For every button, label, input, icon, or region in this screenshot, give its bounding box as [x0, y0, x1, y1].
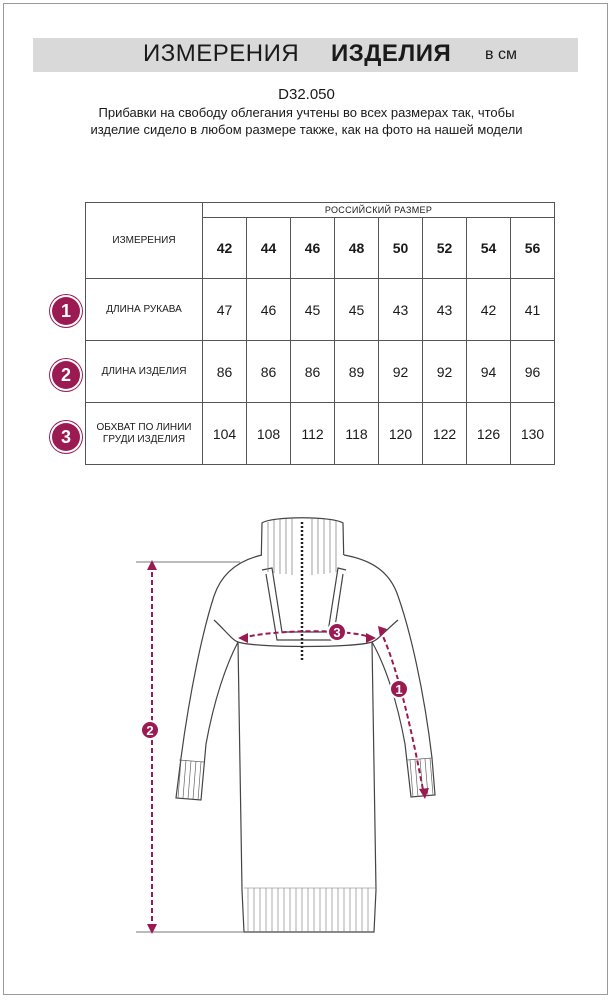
row-badge-1: 1: [52, 297, 80, 325]
table-cell: 86: [203, 341, 247, 403]
title-unit: в см: [485, 46, 517, 63]
size-cell: 42: [203, 218, 247, 279]
table-cell: 45: [291, 279, 335, 341]
size-cell: 44: [247, 218, 291, 279]
size-cell: 50: [379, 218, 423, 279]
table-cell: 86: [291, 341, 335, 403]
table-cell: 130: [511, 403, 555, 465]
table-cell: 47: [203, 279, 247, 341]
table-cell: 92: [379, 341, 423, 403]
table-cell: 43: [423, 279, 467, 341]
table-cell: 122: [423, 403, 467, 465]
row-label-sleeve-length: ДЛИНА РУКАВА: [86, 279, 203, 341]
measure-header: ИЗМЕРЕНИЯ: [86, 203, 203, 279]
marker-2-label: 2: [146, 723, 154, 738]
marker-1-label: 1: [395, 682, 403, 697]
table-cell: 89: [335, 341, 379, 403]
size-cell: 46: [291, 218, 335, 279]
table-cell: 41: [511, 279, 555, 341]
table-cell: 42: [467, 279, 511, 341]
table-cell: 43: [379, 279, 423, 341]
title-bold: ИЗДЕЛИЯ: [331, 40, 452, 67]
row-label-garment-length: ДЛИНА ИЗДЕЛИЯ: [86, 341, 203, 403]
dress-outline: [176, 518, 435, 932]
table-cell: 126: [467, 403, 511, 465]
table-cell: 112: [291, 403, 335, 465]
fit-note: Прибавки на свободу облегания учтены во всех размерах так, чтобы изделие сидело в любом размере также, как на фото на нашей модели: [90, 105, 523, 137]
table-cell: 94: [467, 341, 511, 403]
table-cell: 46: [247, 279, 291, 341]
table-cell: 118: [335, 403, 379, 465]
size-cell: 48: [335, 218, 379, 279]
table-cell: 120: [379, 403, 423, 465]
table-cell: 45: [335, 279, 379, 341]
table-cell: 104: [203, 403, 247, 465]
size-cell: 56: [511, 218, 555, 279]
row-badge-2: 2: [52, 361, 80, 389]
table-cell: 96: [511, 341, 555, 403]
title-regular: ИЗМЕРЕНИЯ: [143, 40, 300, 67]
size-cell: 54: [467, 218, 511, 279]
marker-2: [141, 721, 159, 739]
table-cell: 108: [247, 403, 291, 465]
table-cell: 86: [247, 341, 291, 403]
article-code: D32.050: [278, 86, 335, 103]
row-label-chest-girth: ОБХВАТ ПО ЛИНИИ ГРУДИ ИЗДЕЛИЯ: [86, 403, 203, 465]
marker-1: [390, 680, 408, 698]
size-cell: 52: [423, 218, 467, 279]
size-group-header: РОССИЙСКИЙ РАЗМЕР: [203, 203, 555, 218]
marker-3-label: 3: [333, 625, 341, 640]
row-badge-3: 3: [52, 423, 80, 451]
marker-3: [328, 623, 346, 641]
table-cell: 92: [423, 341, 467, 403]
